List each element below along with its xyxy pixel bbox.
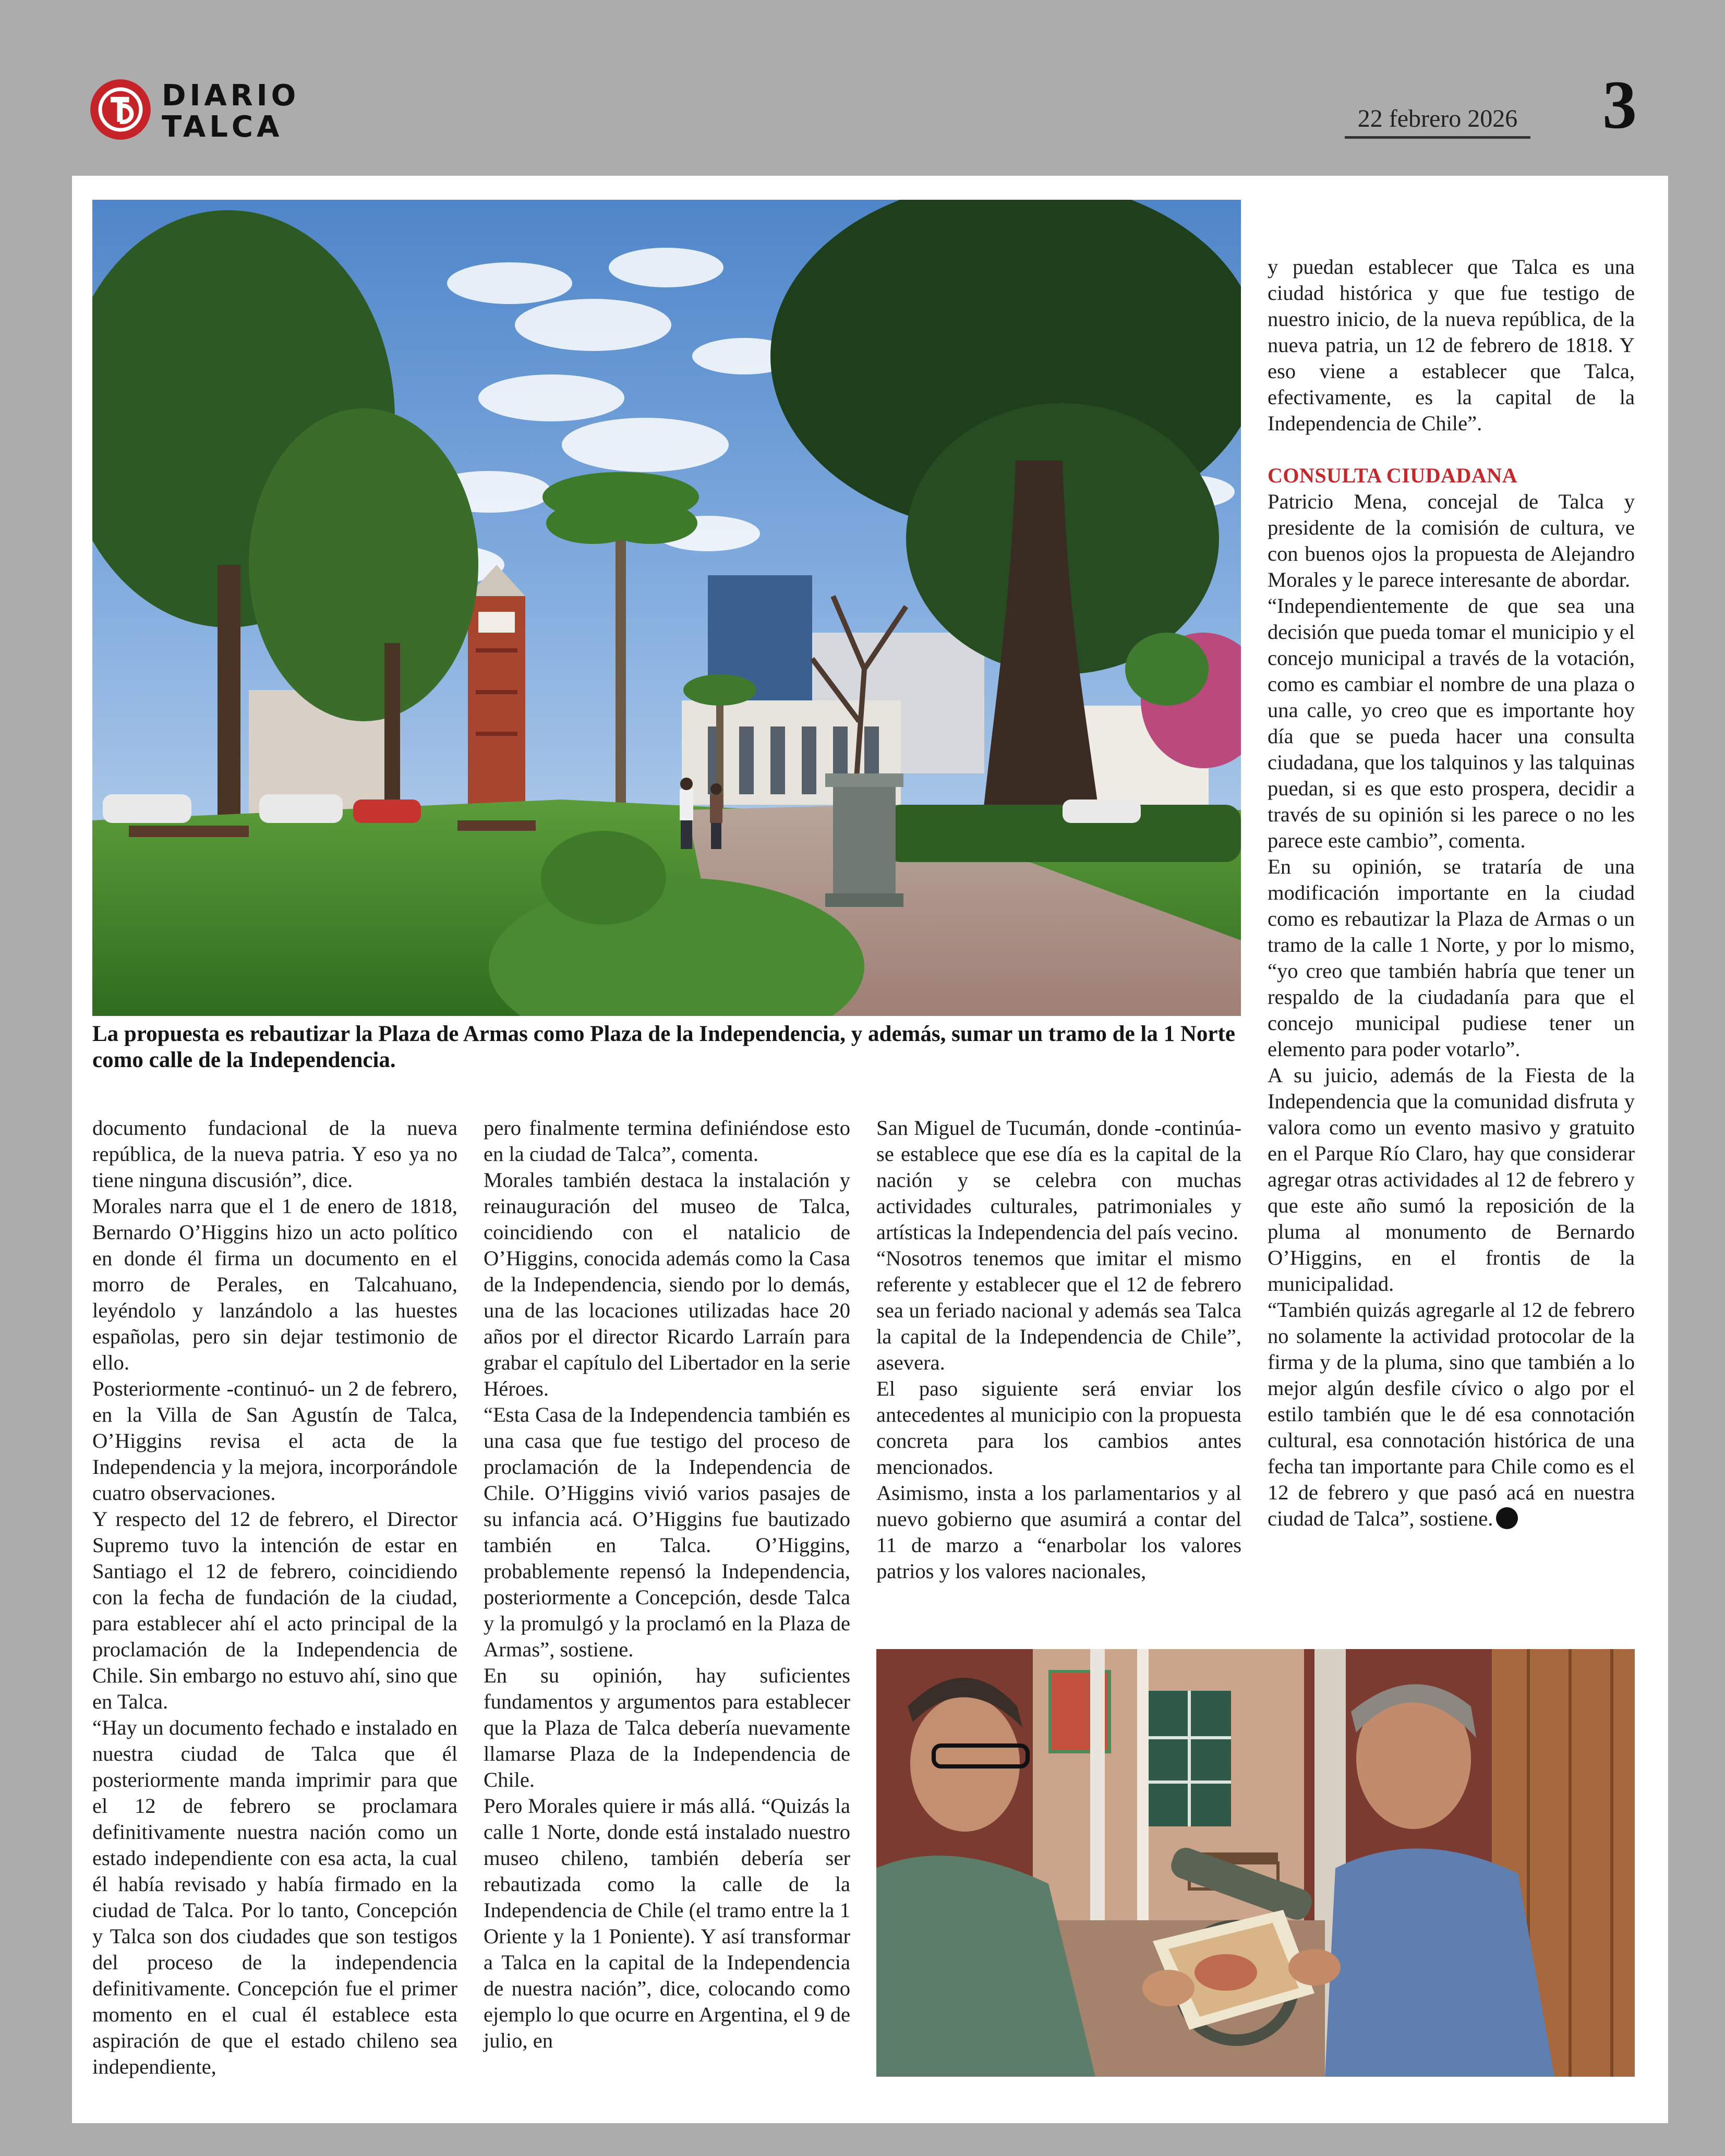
brand-name-line-2: TALCA [162, 110, 283, 144]
paragraph: Morales narra que el 1 de enero de 1818, Bernardo O’Higgins hizo un acto político en donde él firma un documento en el morro de Perales, en Talcahuano, leyéndolo y lanzándolo a las huestes españolas, pero sin dejar testimonio de ello. [92, 1194, 457, 1374]
paragraph: Posteriormente -continuó- un 2 de febrero, en la Villa de San Agustín de Talca, O’Higgins revisa el acta de la Independencia y la mejora, incorporándole cuatro observaciones. [92, 1377, 457, 1505]
paragraph: “Nosotros tenemos que imitar el mismo referente y establecer que el 12 de febrero sea un feriado nacional y además sea Talca la capital de la Independencia de Chile”, asevera. [876, 1246, 1241, 1374]
paragraph: En su opinión, se trataría de una modificación importante en la ciudad como es rebautizar la Plaza de Armas o un tramo de la calle 1 Norte, y por lo mismo, “yo creo que también habría que tener un respaldo de la ciudadanía para que el concejo municipal pudiese tener un elemento para poder votarlo”. [1268, 855, 1635, 1061]
paragraph: Morales también destaca la instalación y reinauguración del museo de Talca, coincidiendo con el natalicio de O’Higgins, conocida además como la Casa de la Independencia, siendo por lo demás, una de las locaciones utilizadas hace 20 años por el director Ricardo Larraín para grabar el capítulo del Libertador en la serie Héroes. [484, 1168, 850, 1400]
paragraph: San Miguel de Tucumán, donde -continúa- se establece que ese día es la capital de la nación y se celebra con muchas actividades culturales, patrimoniales y artísticas la Independencia del país vecino. [876, 1116, 1241, 1244]
paragraph: El paso siguiente será enviar los antecedentes al municipio con la propuesta concreta para los cambios antes mencionados. [876, 1377, 1241, 1479]
brand-name-line-1: DIARIO [162, 79, 300, 113]
page-number: 3 [1602, 66, 1637, 143]
paragraph: En su opinión, hay suficientes fundamentos y argumentos para establecer que la Plaza de Talca debería nuevamente llamarse Plaza de la Independencia de Chile. [484, 1664, 850, 1791]
paragraph: “Hay un documento fechado e instalado en nuestra ciudad de Talca que él posteriormente manda imprimir para que el 12 de febrero se proclamara definitivamente nuestra nación como un estado independiente con esa acta, la cual él había revisado y había firmado en la ciudad de Talca. Por lo tanto, Concepción y Talca son dos ciudades que son testigos del proceso de la independencia definitivamente. Concepción fue el primer momento en el cual él establece esta aspiración de que el estado chileno sea independiente, [92, 1716, 457, 2078]
article-column-2 [484, 1115, 850, 2054]
paragraph: Pero Morales quiere ir más allá. “Quizás la calle 1 Norte, donde está instalado nuestro museo chileno, también debería ser rebautizada como la calle de la Independencia de Chile (el tramo entre la 1 Oriente y la 1 Poniente). Y así transformar a Talca en la capital de la Independencia de nuestra nación”, dice, colocando como ejemplo lo que ocurre en Argentina, el 9 de julio, en [484, 1794, 850, 2052]
article-column-3 [876, 1115, 1241, 1584]
paragraph: Asimismo, insta a los parlamentarios y al nuevo gobierno que asumirá a contar del 11 de marzo a “enarbolar los valores patrios y los valores nacionales, [876, 1481, 1241, 1583]
photo-caption: La propuesta es rebautizar la Plaza de Armas como Plaza de la Independencia, y además, sumar un tramo de la 1 Norte como calle de la Independencia. [92, 1022, 1235, 1072]
paragraph-final-text: “También quizás agregarle al 12 de febrero no solamente la actividad protocolar de la firma y de la pluma, sino que también a lo mejor algún desfile cívico o algo por el estilo también que le dé esa connotación cultural, esa connotación histórica de una fecha tan importante para Chile como es el 12 de febrero y que pasó acá en nuestra ciudad de Talca”, sostiene. [1268, 1298, 1635, 1530]
plaza-de-armas-photo [92, 200, 1241, 1016]
end-of-article-icon [1496, 1507, 1518, 1529]
issue-date: 22 febrero 2026 [1345, 104, 1530, 139]
paragraph: pero finalmente termina definiéndose esto en la ciudad de Talca”, comenta. [484, 1116, 850, 1166]
article-column-1 [92, 1115, 457, 2080]
paragraph: Patricio Mena, concejal de Talca y presidente de la comisión de cultura, ve con buenos ojos la propuesta de Alejandro Morales y le parece interesante de abordar. [1268, 490, 1635, 591]
paragraph-final [1268, 1297, 1635, 1532]
section-subheading: CONSULTA CIUDADANA [1268, 464, 1518, 487]
paragraph: “Independientemente de que sea una decisión que pueda tomar el municipio y el concejo municipal a través de la votación, como es cambiar el nombre de una plaza o una calle, yo creo que es importante hoy día que se pueda hacer una consulta ciudadana, que los talquinos y las talquinas puedan, si es que esto prospera, decidir a través de su opinión si les parece o no les parece este cambio”, comenta. [1268, 594, 1635, 852]
paragraph: “Esta Casa de la Independencia también es una casa que fue testigo del proceso de proclamación de la Independencia de Chile. O’Higgins vivió varios pasajes de su infancia acá. O’Higgins fue bautizado también en Talca. O’Higgins, probablemente repensó la Independencia, posteriormente a Concepción, desde Talca y la promulgó y la proclamó en la Plaza de Armas”, sostiene. [484, 1403, 850, 1661]
masthead-logo [90, 77, 309, 145]
museum-interior-photo [876, 1649, 1635, 2077]
paragraph: y puedan establecer que Talca es una ciudad histórica y que fue testigo de nuestro inicio, de la nueva república, de la nueva patria, un 12 de febrero de 1818. Y eso viene a establecer que Talca, efectivamente, es la capital de la Independencia de Chile”. [1268, 255, 1635, 435]
diario-talca-logo-icon [90, 79, 151, 140]
paragraph: A su juicio, además de la Fiesta de la Independencia que la comunidad disfruta y valora como un evento masivo y gratuito en el Parque Río Claro, hay que considerar agregar otras actividades al 12 de febrero y que este año sumó la reposición de la pluma al monumento de Bernardo O’Higgins, en el frontis de la municipalidad. [1268, 1063, 1635, 1295]
paragraph: documento fundacional de la nueva república, de la nueva patria. Y eso ya no tiene ninguna discusión”, dice. [92, 1116, 457, 1192]
article-column-4 [1268, 254, 1635, 1532]
paragraph: Y respecto del 12 de febrero, el Director Supremo tuvo la intención de estar en Santiago el 12 de febrero, coincidiendo con la fecha de fundación de la ciudad, para establecer ahí el acto principal de la proclamación de la Independencia de Chile. Sin embargo no estuvo ahí, sino que en Talca. [92, 1507, 457, 1713]
